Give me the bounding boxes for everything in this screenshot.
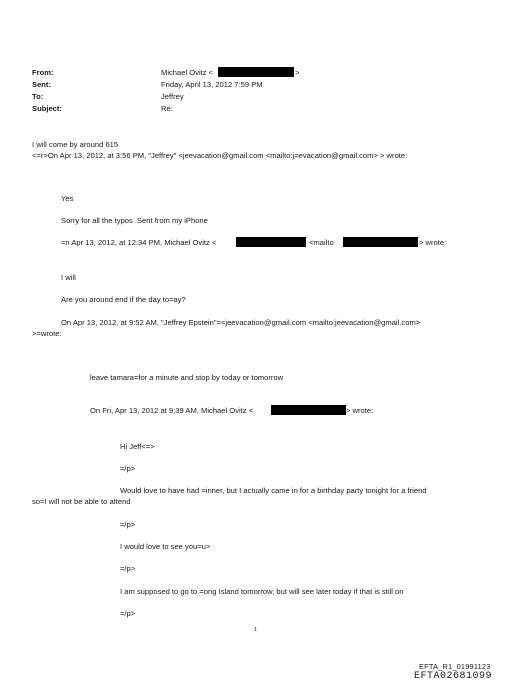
- sent-value: Friday, April 13, 2012 7:59 PM: [161, 80, 263, 89]
- quoted-text: I would love to see you=u>: [120, 542, 211, 551]
- quoted-text: Would love to have had =inner, but I actually came in for a birthday party tonight for a friend: [120, 486, 427, 495]
- quote-attribution-end: > wrote:: [346, 406, 374, 415]
- quoted-text: Hi Jeff<=>: [120, 442, 155, 451]
- from-value: Michael Ovitz <: [161, 68, 214, 77]
- quoted-text: Are you around end if the day to=ay?: [61, 295, 186, 304]
- quoted-text: =/p>: [120, 564, 136, 573]
- quote-attribution-end: > wrote:: [419, 238, 447, 247]
- reply-text: I will come by around 615: [32, 140, 119, 149]
- quoted-text: so=I will not be able to attend: [32, 497, 131, 506]
- quoted-text: I will: [61, 273, 76, 282]
- quote-attribution: On Apr 13, 2012, at 9:52 AM, "Jeffrey Epstein"=<jeevacation@gmail.com <mailto:jeevacation@gmail.com>: [61, 318, 421, 327]
- redaction-box: [271, 405, 346, 415]
- quoted-text: =/p>: [120, 520, 136, 529]
- redaction-box: [343, 237, 418, 247]
- page-number: 1: [254, 627, 258, 633]
- bates-number: EFTA02681099: [414, 671, 493, 682]
- redaction-box: [236, 237, 306, 247]
- document-id: EFTA_R1_01991123: [419, 662, 491, 671]
- to-value: Jeffrey: [161, 92, 184, 101]
- quote-attribution: <=r>On Apr 13, 2012, at 3:56 PM, "Jeffrey" <jeevacation@gmail.com <mailto:j=evacation@gmail.com> > wrote:: [32, 151, 408, 160]
- subject-value: Re:: [161, 104, 173, 113]
- subject-label: Subject:: [32, 104, 62, 113]
- quote-attribution-mailto: <mailto: [309, 238, 334, 247]
- quoted-text: Yes: [61, 194, 74, 203]
- from-label: From:: [32, 68, 54, 77]
- sent-label: Sent:: [32, 80, 51, 89]
- quoted-text: =/p>: [120, 609, 136, 618]
- quoted-text: Sorry for all the typos .Sent from my iPhone: [61, 216, 208, 225]
- quoted-text: leave tamara=for a minute and stop by today or tomorrow: [90, 373, 284, 382]
- quote-attribution: On Fri, Apr 13, 2012 at 9:39 AM, Michael Ovitz <: [90, 406, 254, 415]
- quoted-text: I am supposed to go to =ong Island tomorrow, but will see later today if that is still on: [120, 587, 404, 596]
- quote-attribution: =n Apr 13, 2012, at 12:34 PM, Michael Ovitz <: [61, 238, 217, 247]
- quote-attribution-wrote: >=wrote:: [32, 329, 62, 338]
- from-suffix: >: [295, 68, 300, 77]
- redaction-box: [218, 67, 294, 77]
- quoted-text: =/p>: [120, 464, 136, 473]
- to-label: To:: [32, 92, 44, 101]
